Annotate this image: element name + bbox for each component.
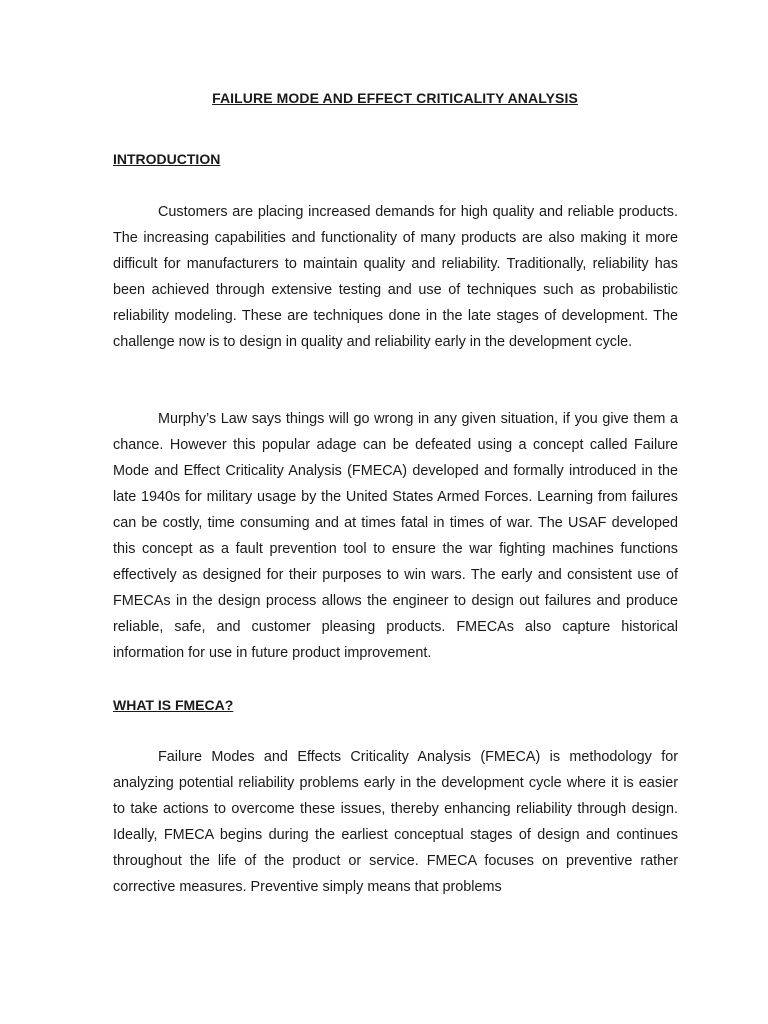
section-heading-what-is-fmeca: WHAT IS FMECA?: [113, 697, 234, 713]
document-title: FAILURE MODE AND EFFECT CRITICALITY ANALYSIS: [212, 90, 578, 106]
paragraph-introduction-1: Customers are placing increased demands for high quality and reliable products. The increasing capabilities and functionality of many products are also making it more difficult for manufacturers to maintain quality and reliability. Traditionally, reliability has been achieved through extensive testing and use of techniques such as probabilistic reliability modeling. These are techniques done in the late stages of development. The challenge now is to design in quality and reliability early in the development cycle.: [113, 204, 678, 350]
paragraph-what-is-fmeca-1: Failure Modes and Effects Criticality Analysis (FMECA) is methodology for analyzing potential reliability problems early in the development cycle where it is easier to take actions to overcome these issues, thereby enhancing reliability through design. Ideally, FMECA begins during the earliest conceptual stages of design and continues throughout the life of the product or service. FMECA focuses on preventive rather corrective measures. Preventive simply means that problems: [113, 749, 678, 895]
section-heading-introduction: INTRODUCTION: [113, 151, 221, 167]
paragraph-introduction-2: Murphy’s Law says things will go wrong in any given situation, if you give them a chance. However this popular adage can be defeated using a concept called Failure Mode and Effect Criticality Analysis (FMECA) developed and formally introduced in the late 1940s for military usage by the United States Armed Forces. Learning from failures can be costly, time consuming and at times fatal in times of war. The USAF developed this concept as a fault prevention tool to ensure the war fighting machines functions effectively as designed for their purposes to win wars. The early and consistent use of FMECAs in the design process allows the engineer to design out failures and produce reliable, safe, and customer pleasing products. FMECAs also capture historical information for use in future product improvement.: [113, 411, 678, 661]
